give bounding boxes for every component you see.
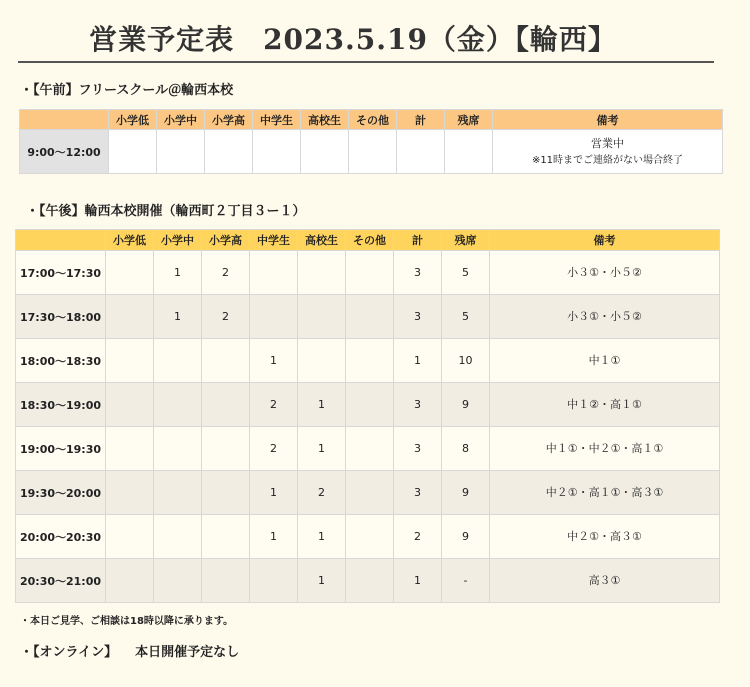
remarks-cell [490,295,720,339]
count-cell: 5 [442,251,490,295]
count-cell: 1 [394,339,442,383]
count-cell: 1 [250,471,298,515]
count-cell: 2 [250,427,298,471]
visit-consultation-note: ・本日ご見学、ご相談は18時以降に承ります。 [20,616,234,627]
count-cell [202,383,250,427]
table-row [16,559,720,603]
count-cell [202,515,250,559]
column-header: 計 [397,110,445,130]
remark-text: 小３①・小５② [567,310,642,323]
remarks-cell [493,130,723,174]
remark-text: 中２①・高１①・高３① [545,486,664,499]
remarks-cell [490,339,720,383]
column-header: 小学中 [154,230,202,251]
count-cell [253,130,301,174]
title-divider [18,61,714,63]
remarks-cell [490,515,720,559]
column-header: 高校生 [301,110,349,130]
count-cell [106,559,154,603]
remark-text: 高３① [588,574,621,587]
count-cell [106,471,154,515]
count-cell [346,427,394,471]
table-row [16,251,720,295]
count-cell: 1 [250,515,298,559]
count-cell: 3 [394,427,442,471]
count-cell [157,130,205,174]
morning-section-heading: ・【午前】フリースクール＠輪西本校 [20,83,234,98]
column-header: 小学高 [205,110,253,130]
column-header: その他 [346,230,394,251]
count-cell [154,471,202,515]
online-status: 本日開催予定なし [135,645,240,660]
count-cell: 9 [442,471,490,515]
table-row [16,383,720,427]
time-slot: 17:00〜17:30 [16,251,106,295]
count-cell: 2 [250,383,298,427]
count-cell: 1 [154,251,202,295]
afternoon-table-body [16,251,720,603]
column-header: 小学高 [202,230,250,251]
count-cell: 9 [442,383,490,427]
online-label: ・【オンライン】 [20,645,118,660]
remark-text: 小３①・小５② [567,266,642,279]
count-cell: 2 [202,251,250,295]
remark-text: 中１①・中２①・高１① [545,442,664,455]
count-cell [106,515,154,559]
morning-schedule-table [19,109,723,174]
count-cell [106,339,154,383]
count-cell [250,559,298,603]
column-header: 中学生 [253,110,301,130]
column-header: 高校生 [298,230,346,251]
count-cell: 3 [394,251,442,295]
count-cell: 1 [298,383,346,427]
count-cell: 1 [394,559,442,603]
remark-text: ※11時までご連絡がない場合終了 [531,154,684,166]
count-cell: 2 [202,295,250,339]
table-row [20,130,723,174]
remark-text: 中１②・高１① [567,398,642,411]
count-cell [346,383,394,427]
count-cell [202,559,250,603]
count-cell: - [442,559,490,603]
count-cell [346,559,394,603]
count-cell [250,295,298,339]
count-cell [301,130,349,174]
count-cell: 2 [394,515,442,559]
remarks-cell [490,559,720,603]
count-cell [154,383,202,427]
column-header: 小学低 [106,230,154,251]
table-row [16,515,720,559]
column-header: 備考 [490,230,720,251]
column-header: 備考 [493,110,723,130]
count-cell [298,251,346,295]
morning-table-body [20,130,723,174]
count-cell: 1 [298,427,346,471]
count-cell [106,427,154,471]
count-cell [109,130,157,174]
remark-text: 営業中 [591,136,624,150]
table-row [16,471,720,515]
remarks-cell [490,427,720,471]
table-row [16,427,720,471]
afternoon-section-heading: ・【午後】輪西本校開催（輪西町２丁目３ー１） [26,204,306,219]
column-header: 計 [394,230,442,251]
count-cell [397,130,445,174]
time-slot: 20:00〜20:30 [16,515,106,559]
count-cell [346,339,394,383]
count-cell [349,130,397,174]
count-cell: 1 [154,295,202,339]
remark-text: 中２①・高３① [567,530,642,543]
count-cell: 1 [298,515,346,559]
count-cell [346,251,394,295]
count-cell [154,559,202,603]
count-cell [106,295,154,339]
page-title: 営業予定表 2023.5.19（金）【輪西】 [89,23,617,56]
count-cell [298,295,346,339]
afternoon-schedule-table [15,229,720,603]
morning-header-row [20,110,723,130]
time-slot: 18:30〜19:00 [16,383,106,427]
column-header: 残席 [442,230,490,251]
count-cell [106,383,154,427]
count-cell: 9 [442,515,490,559]
remarks-cell [490,471,720,515]
afternoon-header-row [16,230,720,251]
count-cell [445,130,493,174]
count-cell [202,427,250,471]
time-slot: 19:00〜19:30 [16,427,106,471]
count-cell: 2 [298,471,346,515]
column-header-time [20,110,109,130]
count-cell: 8 [442,427,490,471]
column-header: その他 [349,110,397,130]
count-cell: 1 [250,339,298,383]
remarks-cell [490,383,720,427]
count-cell: 3 [394,383,442,427]
count-cell [205,130,253,174]
time-slot: 18:00〜18:30 [16,339,106,383]
time-slot: 17:30〜18:00 [16,295,106,339]
column-header: 残席 [445,110,493,130]
count-cell: 3 [394,471,442,515]
time-slot: 9:00〜12:00 [20,130,109,174]
count-cell: 3 [394,295,442,339]
column-header: 小学中 [157,110,205,130]
count-cell: 10 [442,339,490,383]
time-slot: 19:30〜20:00 [16,471,106,515]
count-cell [346,515,394,559]
count-cell [106,251,154,295]
count-cell: 5 [442,295,490,339]
remarks-cell [490,251,720,295]
column-header: 小学低 [109,110,157,130]
count-cell [346,471,394,515]
count-cell [298,339,346,383]
online-section [20,641,239,660]
table-row [16,295,720,339]
count-cell [202,471,250,515]
remark-text: 中１① [588,354,621,367]
count-cell [202,339,250,383]
column-header: 中学生 [250,230,298,251]
count-cell [154,515,202,559]
count-cell [250,251,298,295]
time-slot: 20:30〜21:00 [16,559,106,603]
count-cell [346,295,394,339]
table-row [16,339,720,383]
count-cell [154,339,202,383]
column-header-time [16,230,106,251]
count-cell: 1 [298,559,346,603]
count-cell [154,427,202,471]
